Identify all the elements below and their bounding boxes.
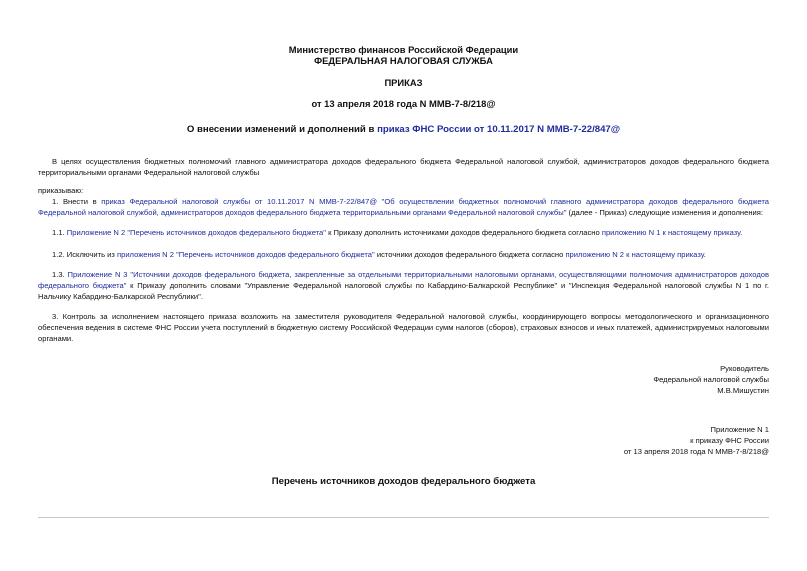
document-title: [38, 124, 769, 136]
p12-text-b: источники доходов федерального бюджета согласно: [374, 250, 566, 259]
paragraph-3: 3. Контроль за исполнением настоящего приказа возложить на заместителя руководителя Федеральной налоговой службы, координирующего вопросы методологического и организационного обеспечения ведения в системе ФНС России учета поступлений в бюджетную систему Российской Федерации сумм налогов (сборов), страховых взносов и иных платежей, администрируемых налоговыми органами.: [38, 312, 769, 343]
intro-paragraph: В целях осуществления бюджетных полномочий главного администратора доходов федерального бюджета Федеральной налоговой службой, администраторов доходов федерального бюджета территориальными органами Федеральной налоговой службы: [38, 157, 769, 177]
title-link[interactable]: приказ ФНС России от 10.11.2017 N ММВ-7-22/847@: [377, 124, 621, 135]
p12-appendix2-order-link[interactable]: приложению N 2 к настоящему приказу: [565, 250, 704, 259]
p12-appendix2-link[interactable]: приложения N 2 "Перечень источников доходов федерального бюджета": [116, 250, 375, 259]
p11-appendix2-link[interactable]: Приложение N 2 "Перечень источников доходов федерального бюджета": [66, 228, 326, 237]
appendix-heading: Перечень источников доходов федерального бюджета: [271, 476, 536, 487]
p11-text-b: к Приказу дополнить источниками доходов федерального бюджета согласно: [325, 228, 602, 237]
p1-text-b: (далее - Приказ) следующие изменения и дополнения:: [566, 208, 763, 217]
doc-date-number: от 13 апреля 2018 года N ММВ-7-8/218@: [311, 98, 496, 109]
appendix-to: к приказу ФНС России: [690, 436, 769, 445]
divider: [38, 517, 769, 518]
title-prefix: О внесении изменений и дополнений в: [186, 124, 378, 135]
order-word: приказываю:: [38, 186, 84, 195]
p12-text-a: 1.2. Исключить из: [52, 250, 117, 259]
paragraph-1-3: [38, 269, 769, 302]
service-heading: ФЕДЕРАЛЬНАЯ НАЛОГОВАЯ СЛУЖБА: [314, 55, 493, 66]
p13-appendix3-link[interactable]: Приложение N 3 "Источники доходов федерального бюджета, закрепленные за отдельными территориальными налоговыми органами, осуществляющими полномочия администраторов доходов федерального бюджета": [38, 270, 770, 290]
p1-text-a: 1. Внести в: [52, 197, 102, 206]
paragraph-1: [38, 196, 769, 218]
p13-text-a: 1.3.: [52, 270, 68, 279]
doc-type-heading: ПРИКАЗ: [384, 77, 423, 88]
p1-order-link[interactable]: приказ Федеральной налоговой службы от 10.11.2017 N ММВ-7-22/847@ "Об осуществлении бюджетных полномочий главного администратора доходов федерального бюджета Федеральной налоговой службой, администраторов доходов федерального бюджета территориальными органами Федеральной налоговой службы": [38, 197, 769, 217]
signature-org: Федеральной налоговой службы: [653, 375, 769, 384]
appendix-date: от 13 апреля 2018 года N ММВ-7-8/218@: [623, 447, 769, 456]
p12-text-c: .: [703, 250, 706, 259]
p11-appendix1-link[interactable]: приложению N 1 к настоящему приказу: [601, 228, 741, 237]
p13-text-b: к Приказу дополнить словами "Управление Федеральной налоговой службы по Кабардино-Балкарской Республике" и "Инспекция Федеральной налоговой службы N 1 по г. Нальчику Кабардино-Балкарской Республики".: [38, 281, 769, 301]
p11-text-a: 1.1.: [52, 228, 67, 237]
paragraph-1-1: [38, 227, 769, 238]
p11-text-c: .: [740, 228, 743, 237]
appendix-title: Приложение N 1: [710, 425, 769, 434]
signature-role: Руководитель: [720, 364, 769, 373]
ministry-heading: Министерство финансов Российской Федерации: [288, 44, 519, 55]
paragraph-1-2: [38, 249, 769, 260]
signature-name: М.В.Мишустин: [717, 386, 769, 395]
